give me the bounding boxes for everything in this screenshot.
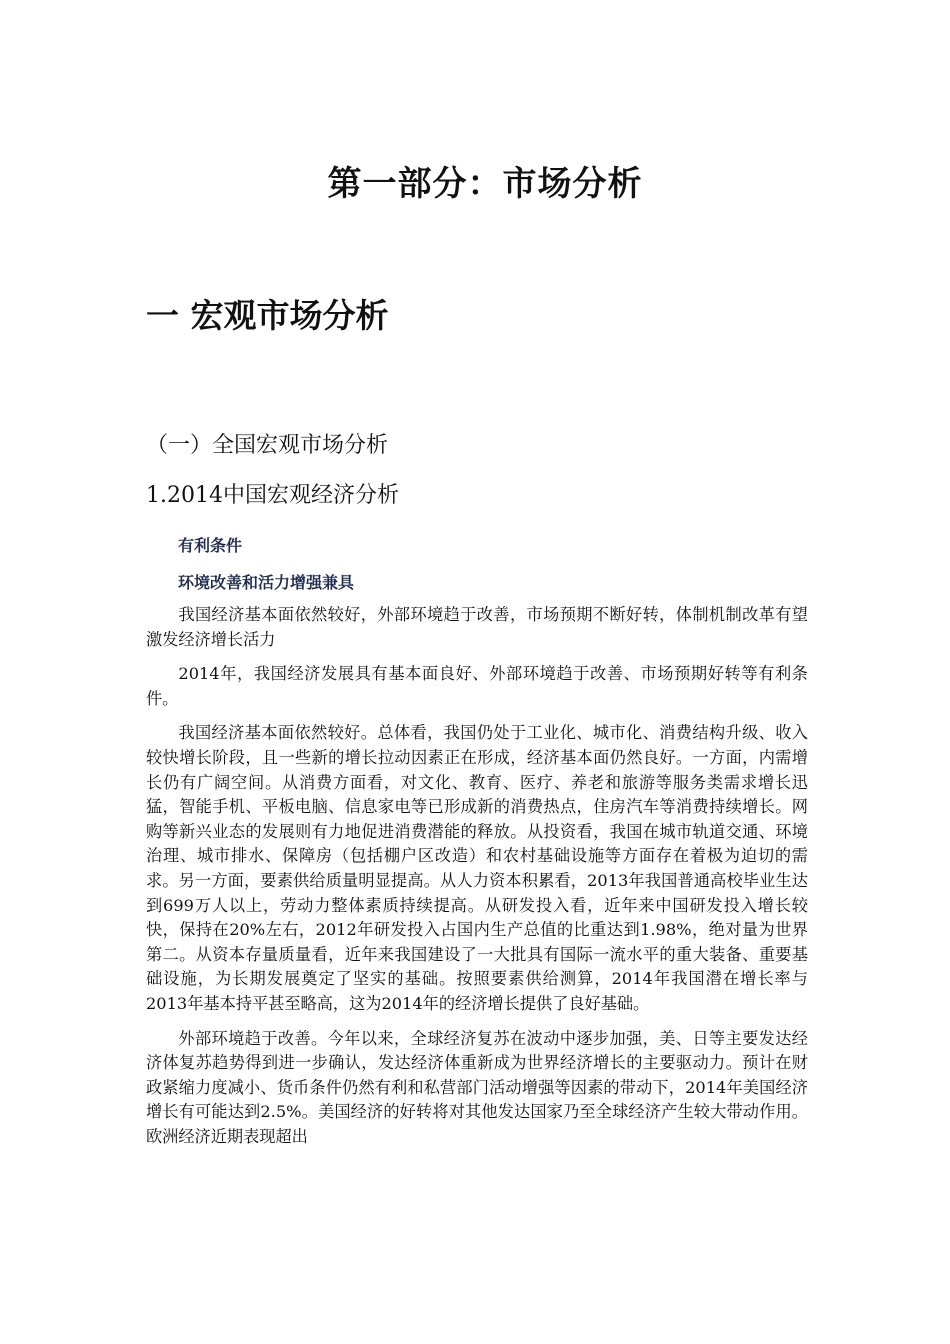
paragraph: 我国经济基本面依然较好，外部环境趋于改善，市场预期不断好转，体制机制改革有望激发经济增长活力 — [146, 605, 808, 649]
subheading-environment: 环境改善和活力增强兼具 — [178, 573, 355, 592]
section-title: 一 宏观市场分析 — [146, 296, 389, 335]
subheading-favorable-conditions: 有利条件 — [178, 536, 243, 555]
paragraph: 外部环境趋于改善。今年以来，全球经济复苏在波动中逐步加强，美、日等主要发达经济体复苏趋势得到进一步确认，发达经济体重新成为世界经济增长的主要驱动力。预计在财政紧缩力度减小、货币条件仍然有利和私营部门活动增强等因素的带动下，2014年美国经济增长有可能达到2.5%。美国经济的好转将对其他发达国家乃至全球经济产生较大带动作用。欧洲经济近期表现超出 — [146, 1028, 808, 1146]
subsubsection-title: 1.2014中国宏观经济分析 — [146, 483, 399, 508]
body-text — [146, 603, 808, 1159]
paragraph: 2014年，我国经济发展具有基本面良好、外部环境趋于改善、市场预期好转等有利条件。 — [146, 664, 808, 708]
paragraph: 我国经济基本面依然较好。总体看，我国仍处于工业化、城市化、消费结构升级、收入较快增长阶段，且一些新的增长拉动因素正在形成，经济基本面仍然良好。一方面，内需增长仍有广阔空间。从消费方面看，对文化、教育、医疗、养老和旅游等服务类需求增长迅猛，智能手机、平板电脑、信息家电等已形成新的消费热点，住房汽车等消费持续增长。网购等新兴业态的发展则有力地促进消费潜能的释放。从投资看，我国在城市轨道交通、环境治理、城市排水、保障房（包括棚户区改造）和农村基础设施等方面存在着极为迫切的需求。另一方面，要素供给质量明显提高。从人力资本积累看，2013年我国普通高校毕业生达到699万人以上，劳动力整体素质持续提高。从研发投入看，近年来中国研发投入增长较快，保持在20%左右，2012年研发投入占国内生产总值的比重达到1.98%，绝对量为世界第二。从资本存量质量看，近年来我国建设了一大批具有国际一流水平的重大装备、重要基础设施，为长期发展奠定了坚实的基础。按照要素供给测算，2014年我国潜在增长率与2013年基本持平甚至略高，这为2014年的经济增长提供了良好基础。 — [146, 723, 808, 1013]
subsection-title: （一）全国宏观市场分析 — [146, 433, 389, 458]
part-title: 第一部分：市场分析 — [327, 164, 643, 204]
